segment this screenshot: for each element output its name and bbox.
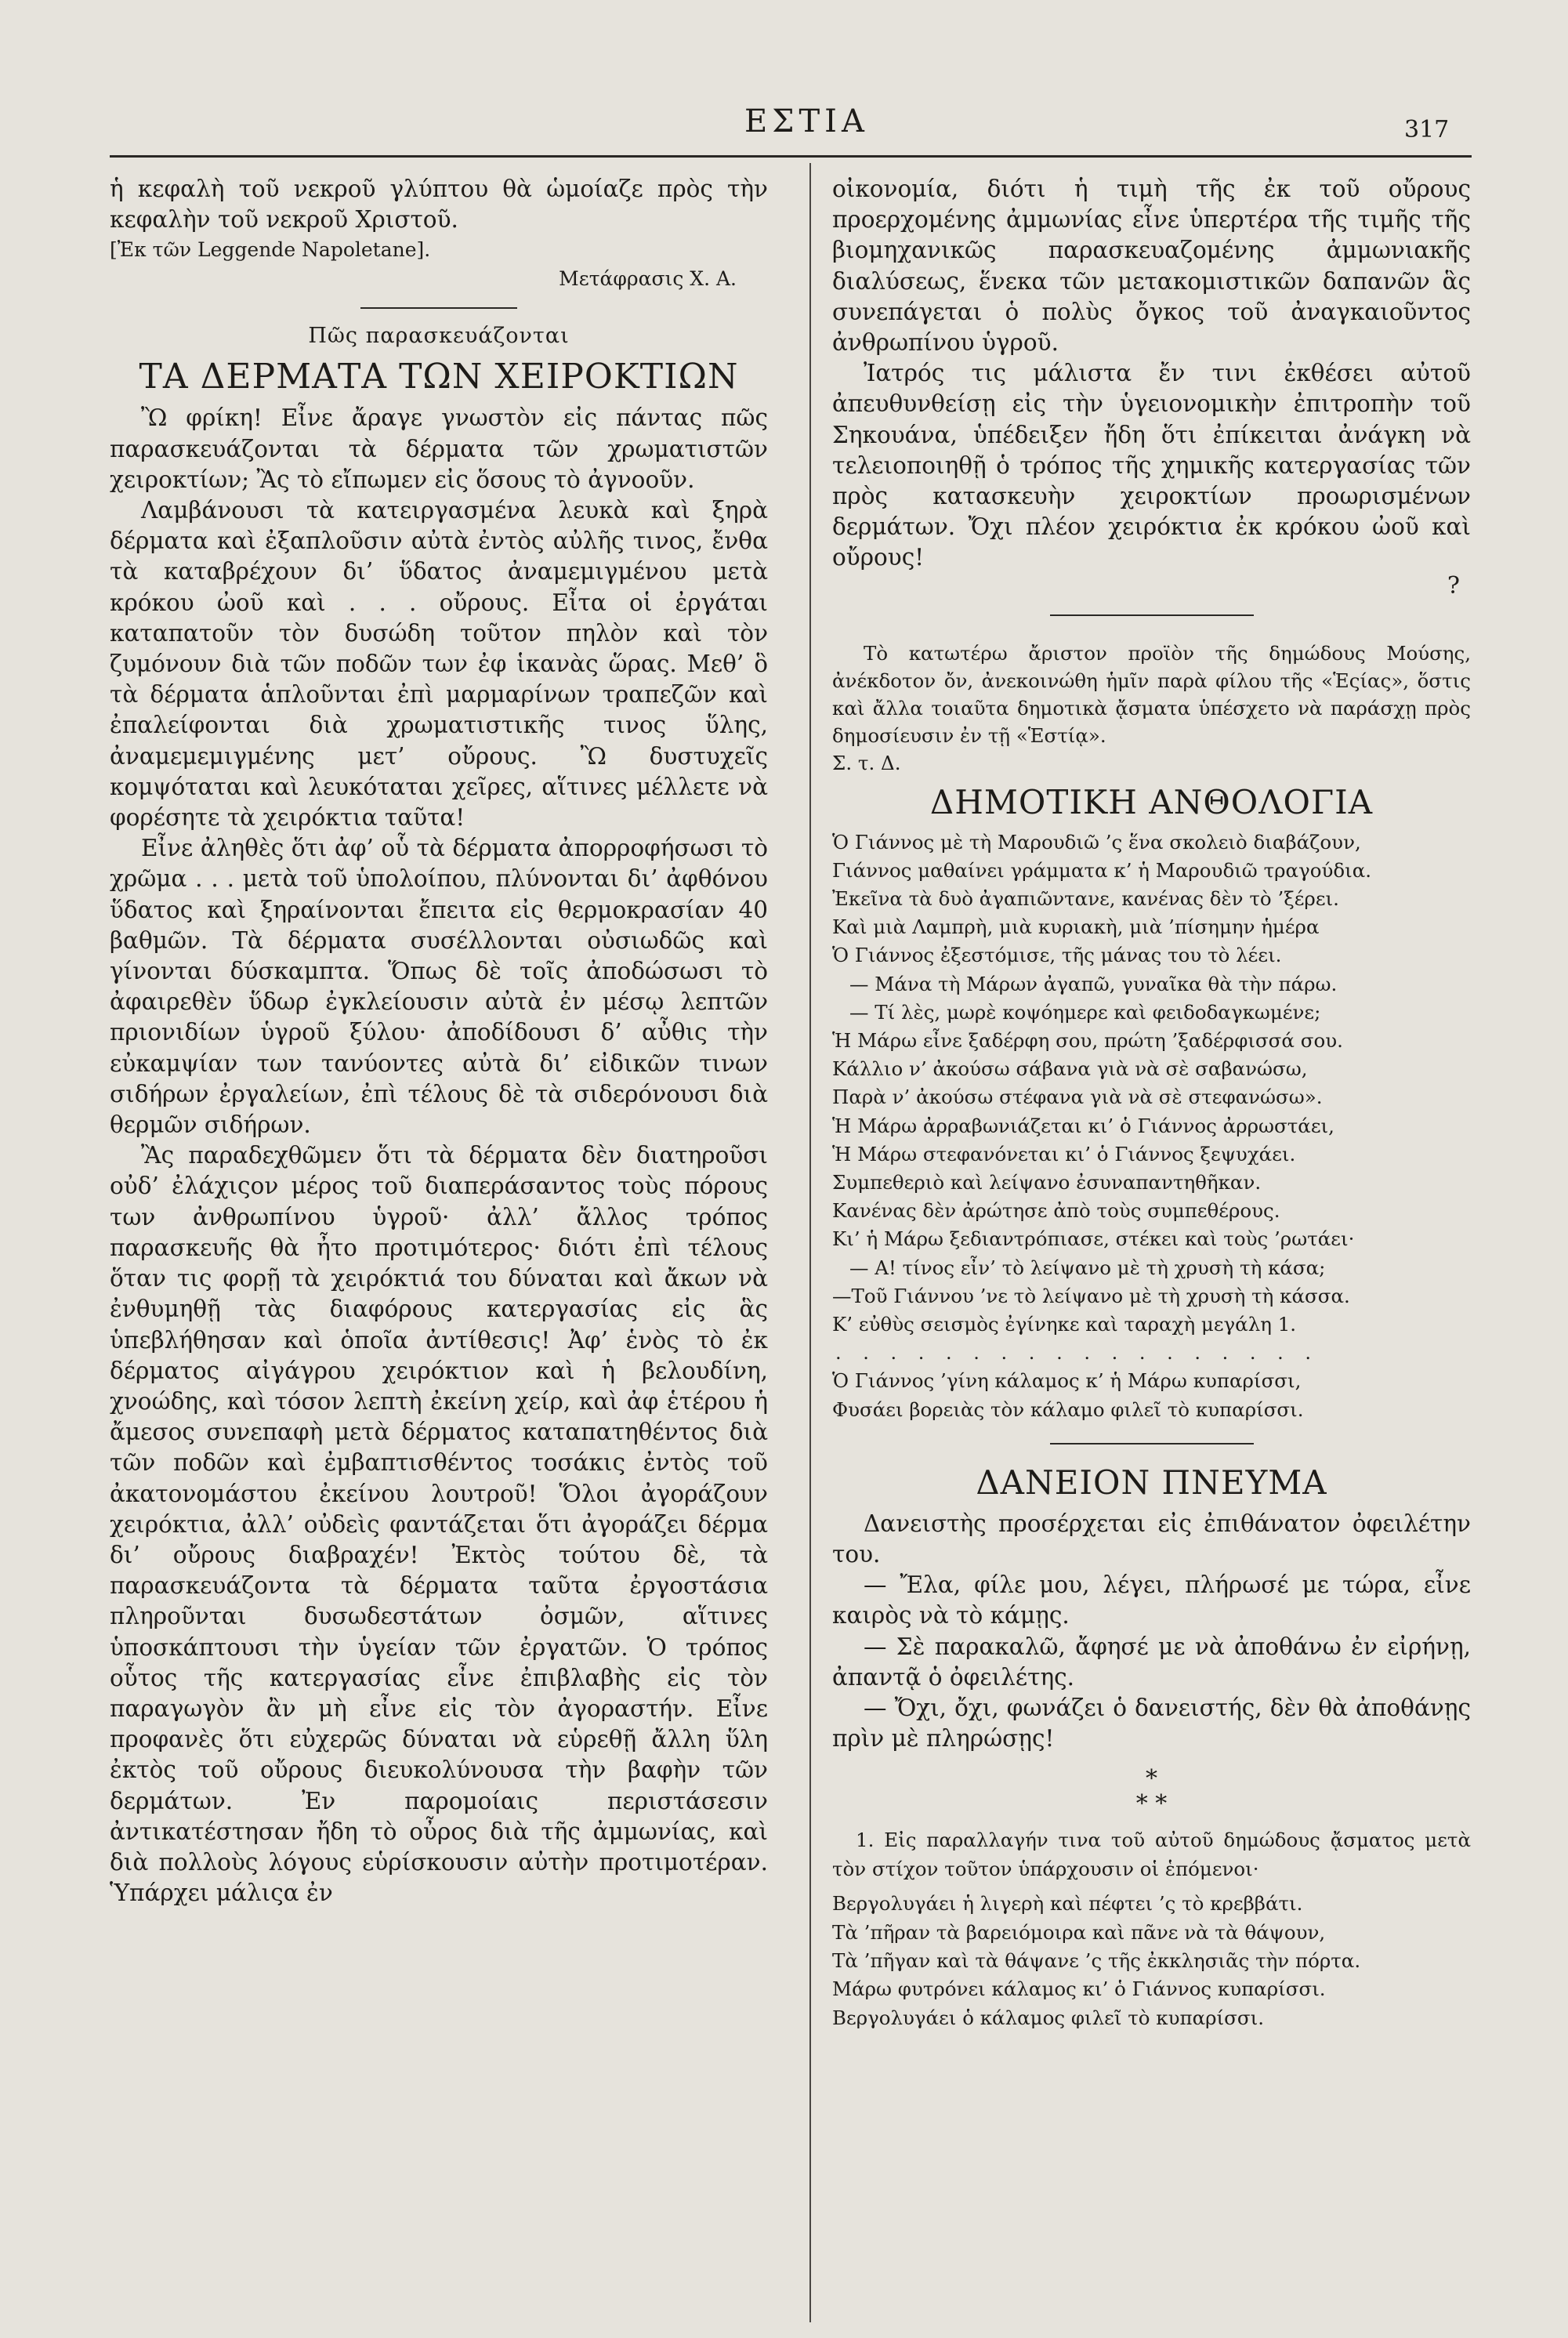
source-note: [Ἐκ τῶν Leggende Napoletane]. <box>110 238 431 262</box>
poem-line: Ὁ Γιάννος μὲ τὴ Μαρουδιῶ ’ς ἕνα σκολειὸ διαβάζουν, <box>832 830 1361 854</box>
anecdote-paragraph: — Ὄχι, ὄχι, φωνάζει ὁ δανειστής, δὲν θὰ ἀποθάνῃς πρὶν μὲ πληρώσῃς! <box>832 1694 1471 1753</box>
poem-line: Γιάννος μαθαίνει γράμματα κ’ ἡ Μαρουδιῶ τραγούδια. <box>832 858 1372 882</box>
anthology-title: ΔΗΜΟΤΙΚΗ ΑΝΘΟΛΟΓΙΑ <box>929 782 1374 821</box>
poem-line: Ἡ Μάρω στεφανόνεται κι’ ὁ Γιάννος ξεψυχάει. <box>832 1142 1296 1165</box>
poem-line: Ἡ Μάρω εἶνε ξαδέρφη σου, πρώτη ’ξαδέρφισσά σου. <box>832 1029 1343 1053</box>
column-separator <box>809 163 811 2322</box>
poem-line: Φυσάει βορειὰς τὸν κάλαμο φιλεῖ τὸ κυπαρίσσι. <box>832 1397 1304 1421</box>
running-head <box>0 103 1568 150</box>
asterism: * * * <box>1135 1765 1168 1818</box>
footnote-line: Βεργολυγάει ὁ κάλαμος φιλεῖ τὸ κυπαρίσσι. <box>832 2006 1265 2029</box>
poem-line: Κανένας δὲν ἀρώτησε ἀπὸ τοὺς συμπεθέρους. <box>832 1199 1280 1223</box>
author-sign: ? <box>1447 571 1460 600</box>
poem-line: Ὁ Γιάννος ἐξεστόμισε, τῆς μάνας του τὸ λέει. <box>832 944 1282 967</box>
poem-line: — Τί λὲς, μωρὲ κοψόημερε καὶ φειδοδαγκωμένε; <box>849 1000 1321 1024</box>
article-paragraph: Ὢ φρίκη! Εἶνε ἄραγε γνωστὸν εἰς πάντας πῶς παρασκευάζονται τὰ δέρματα τῶν χρωματιστῶν χειροκτίων; Ἂς τὸ εἴπωμεν εἰς ὅσους τὸ ἀγνοοῦν. <box>110 404 768 493</box>
footnote-intro: 1. Εἰς παραλλαγήν τινα τοῦ αὐτοῦ δημώδους ᾄσματος μετὰ τὸν στίχον τοῦτον ὑπάρχουσιν οἱ ἑπόμενοι· <box>832 1829 1471 1880</box>
poem-line: Ἡ Μάρω ἀρραβωνιάζεται κι’ ὁ Γιάννος ἀρρωστάει, <box>832 1114 1334 1137</box>
poem-line: Παρὰ ν’ ἀκούσω στέφανα γιὰ νὰ σὲ στεφανώσω». <box>832 1086 1323 1109</box>
translator-credit: Μετάφρασις Χ. Α. <box>559 267 737 291</box>
folk-poem <box>832 828 1471 1424</box>
poem-ellipsis: . . . . . . . . . . . . . . . . . . <box>835 1342 1320 1365</box>
poem-line: Ὁ Γιάννος ’γίνη κάλαμος κ’ ἡ Μάρω κυπαρίσσι, <box>832 1369 1302 1393</box>
anecdote-paragraph: — Σὲ παρακαλῶ, ἄφησέ με νὰ ἀποθάνω ἐν εἰρήνῃ, ἀπαντᾷ ὁ ὀφειλέτης. <box>832 1633 1471 1691</box>
poem-line: Κάλλιο ν’ ἀκούσω σάβανα γιὰ νὰ σὲ σαβανώσω, <box>832 1057 1308 1081</box>
poem-line: Ἐκεῖνα τὰ δυὸ ἀγαπιῶντανε, κανένας δὲν τὸ ’ξέρει. <box>832 887 1339 911</box>
footnote-line: Τὰ ’πῆραν τὰ βαρειόμοιρα καὶ πᾶνε νὰ τὰ θάψουν, <box>832 1920 1326 1944</box>
section-divider <box>1050 1443 1254 1444</box>
poem-line: Κι’ ἡ Μάρω ξεδιαντρόπιασε, στέκει καὶ τοὺς ’ρωτάει· <box>832 1227 1355 1251</box>
section-divider <box>1050 614 1254 616</box>
anecdote-paragraph: — Ἔλα, φίλε μου, λέγει, πλήρωσέ με τώρα, εἶνε καιρὸς νὰ τὸ κάμῃς. <box>832 1571 1471 1629</box>
article-kicker: Πῶς παρασκευάζονται <box>308 324 570 349</box>
article-continuation: Ἰατρός τις μάλιστα ἔν τινι ἐκθέσει αὐτοῦ ἀπευθυνθείσῃ εἰς τὴν ὑγειονομικὴν ἐπιτροπὴν τοῦ Σηκουάνα, ὑπέδειξεν ἤδη ὅτι ἐπίκειται ἀνάγκη νὰ τελειοποιηθῇ ὁ τρόπος τῆς χημικῆς κατεργασίας τῶν πρὸς κατασκευὴν χειροκτίων προωρισμένων δερμάτων. Ὄχι πλέον χειρόκτια ἐκ κρόκου ὠοῦ καὶ οὔρους! <box>832 360 1471 571</box>
footnote-line: Βεργολυγάει ἡ λιγερὴ καὶ πέφτει ’ς τὸ κρεββάτι. <box>832 1892 1303 1916</box>
loan-title: ΔΑΝΕΙΟΝ ΠΝΕΥΜΑ <box>976 1463 1327 1502</box>
poem-line: —Τοῦ Γιάννου ’νε τὸ λείψανο μὲ τὴ χρυσὴ τὴ κάσσα. <box>832 1284 1350 1307</box>
poem-line: — Μάνα τὴ Μάρων ἀγαπῶ, γυναῖκα θὰ τὴν πάρω. <box>849 972 1338 995</box>
article-paragraph: Λαμβάνουσι τὰ κατειργασμένα λευκὰ καὶ ξηρὰ δέρματα καὶ ἐξαπλοῦσιν αὐτὰ ἐντὸς αὐλῆς τινος, ἔνθα τὰ καταβρέχουν δι’ ὕδατος ἀναμεμιγμένου μετὰ κρόκου ὠοῦ καὶ . . . οὔρους. Εἶτα οἱ ἐργάται καταπατοῦν τὸν δυσώδη τοῦτον πηλὸν καὶ τὸν ζυμόνουν διὰ τῶν ποδῶν των ἐφ ἱκανὰς ὥρας. Μεθ’ ὃ τὰ δέρματα ἁπλοῦνται ἐπὶ μαρμαρίνων τραπεζῶν καὶ ἐπαλείφονται διὰ χρωματιστικῆς τινος ὕλης, ἀναμεμεμιγμένης μετ’ οὔρους. Ὢ δυστυχεῖς κομψόταται καὶ λευκόταται χεῖρες, αἵτινες μέλλετε νὰ φορέσητε τὰ χειρόκτια ταῦτα! <box>110 497 768 832</box>
footnote-line: Μάρω φυτρόνει κάλαμος κι’ ὁ Γιάννος κυπαρίσσι. <box>832 1977 1326 2001</box>
header-rule <box>110 155 1472 158</box>
editor-sign: Σ. τ. Δ. <box>832 751 901 774</box>
poem-line: Κ’ εὐθὺς σεισμὸς ἐγίνηκε καὶ ταραχὴ μεγάλη 1. <box>832 1313 1297 1336</box>
article-continuation: οἰκονομία, διότι ἡ τιμὴ τῆς ἐκ τοῦ οὔρους προερχομένης ἀμμωνίας εἶνε ὑπερτέρα τῆς τιμῆς τῆς βιομηχανικῶς παρασκευαζομένης ἀμμωνιακῆς διαλύσεως, ἕνεκα τῶν μετακομιστικῶν δαπανῶν ἃς συνεπάγεται ὁ πολὺς ὄγκος τοῦ ἀναγκαιοῦντος ἀνθρωπίνου ὑγροῦ. <box>832 176 1471 357</box>
anecdote-paragraph: Δανειστὴς προσέρχεται εἰς ἐπιθάνατον ὀφειλέτην του. <box>832 1510 1471 1568</box>
right-column <box>832 174 1471 2032</box>
article-title: ΤΑ ΔΕΡΜΑΤΑ ΤΩΝ ΧΕΙΡΟΚΤΙΩΝ <box>139 357 739 397</box>
footnote-line: Τὰ ’πῆγαν καὶ τὰ θάψανε ’ς τῆς ἐκκλησιᾶς τὴν πόρτα. <box>832 1948 1361 1972</box>
footnote-verses <box>832 1890 1471 2032</box>
article-paragraph: Εἶνε ἀληθὲς ὅτι ἀφ’ οὗ τὰ δέρματα ἀπορροφήσωσι τὸ χρῶμα . . . μετὰ τοῦ ὑπολοίπου, πλύνονται δι’ ἀφθόνου ὕδατος καὶ ξηραίνονται ἔπειτα εἰς θερμοκρασίαν 40 βαθμῶν. Τὰ δέρματα συσέλλονται οὐσιωδῶς καὶ γίνονται δύσκαμπτα. Ὅπως δὲ τοῖς ἀποδώσωσι τὸ ἀφαιρεθὲν ὕδωρ ἐγκλείουσιν αὐτὰ ἐν μέσῳ λεπτῶν πριονιδίων ὑγροῦ ξύλου· ἀποδίδουσι δ’ αὖθις τὴν εὐκαμψίαν των τανύοντες αὐτὰ δι’ εἰδικῶν τινων σιδήρων ἐργαλείων, ἐπὶ τέλους δὲ τὰ σιδερόνουσι διὰ θερμῶν σιδήρων. <box>110 835 768 1139</box>
poem-line: — Α! τίνος εἶν’ τὸ λείψανο μὲ τὴ χρυσὴ τὴ κάσα; <box>849 1256 1326 1279</box>
page-number: 317 <box>1404 116 1450 143</box>
poem-line: Καὶ μιὰ Λαμπρὴ, μιὰ κυριακὴ, μιὰ ’πίσημην ἡμέρα <box>832 915 1320 939</box>
left-column <box>110 174 768 1908</box>
section-divider <box>360 307 517 309</box>
article-paragraph: Ἂς παραδεχθῶμεν ὅτι τὰ δέρματα δὲν διατηροῦσι οὐδ’ ἐλάχιςον μέρος τοῦ διαπεράσαντος τοὺς πόρους των ἀνθρωπίνου ὑγροῦ· ἀλλ’ ἄλλος τρόπος παρασκευῆς θὰ ἦτο προτιμότερος· διότι ἐπὶ τέλους ὅταν τις φορῇ τὰ χειρόκτιά του δύναται καὶ ἄκων νὰ ἐνθυμηθῇ τὰς διαφόρους κατεργασίας εἰς ἃς ὑπεβλήθησαν καὶ ὁποῖα ἀντίθεσις! Ἀφ’ ἑνὸς τὸ ἐκ δέρματος αἰγάγρου χειρόκτιον καὶ ἡ βελουδίνη, χνοώδης, καὶ τόσον λεπτὴ ἐκείνη χείρ, καὶ ἀφ ἑτέρου ἡ ἄμεσος συνεπαφὴ μετὰ δέρματος καταπατηθέντος διὰ τῶν ποδῶν καὶ ἐμβαπτισθέντος τοσάκις ἐντὸς τοῦ ἀκατονομάστου ἐκείνου λουτροῦ! Ὅλοι ἀγοράζουν χειρόκτια, ἀλλ’ οὐδεὶς φαντάζεται ὅτι ἀγοράζει δέρμα δι’ οὔρους διαβραχέν! Ἐκτὸς τούτου δὲ, τὰ παρασκευάζοντα τὰ δέρματα ταῦτα ἐργοστάσια πληροῦνται δυσωδεστάτων ὀσμῶν, αἵτινες ὑποσκάπτουσι τὴν ὑγείαν τῶν ἐργατῶν. Ὁ τρόπος οὗτος τῆς κατεργασίας εἶνε ἐπιβλαβὴς εἰς τὸν παραγωγὸν ἂν μὴ εἶνε εἰς τὸν ἀγοραστήν. Εἶνε προφανὲς ὅτι εὐχερῶς δύναται νὰ εὑρεθῇ ἄλλη ὕλη ἐκτὸς τοῦ οὔρους διευκολύνουσα τὴν βαφὴν τῶν δερμάτων. Ἐν παρομοίαις περιστάσεσιν ἀντικατέστησαν ἤδη τὸ οὖρος διὰ τῆς ἀμμωνίας, καὶ διὰ πολλοὺς λόγους εὑρίσκουσιν αὐτὴν προτιμοτέραν. Ὑπάρχει μάλιςα ἐν <box>110 1142 768 1907</box>
anthology-note: Τὸ κατωτέρω ἄριστον προϊὸν τῆς δημώδους Μούσης, ἀνέκδοτον ὄν, ἀνεκοινώθη ἡμῖν παρὰ φίλου τῆς «Ἑςίας», ὅστις καὶ ἄλλα τοιαῦτα δημοτικὰ ᾄσματα ὑπέσχετο νὰ παράσχῃ πρὸς δημοσίευσιν ἐν τῇ «Ἑστίᾳ». <box>832 641 1471 747</box>
story-ending: ἡ κεφαλὴ τοῦ νεκροῦ γλύπτου θὰ ὡμοίαζε πρὸς τὴν κεφαλὴν τοῦ νεκροῦ Χριστοῦ. <box>110 176 768 234</box>
journal-title: ΕΣΤΙΑ <box>744 103 869 140</box>
poem-line: Συμπεθεριὸ καὶ λείψανο ἐσυναπαντηθῆκαν. <box>832 1171 1262 1194</box>
footnote <box>832 1826 1471 2032</box>
